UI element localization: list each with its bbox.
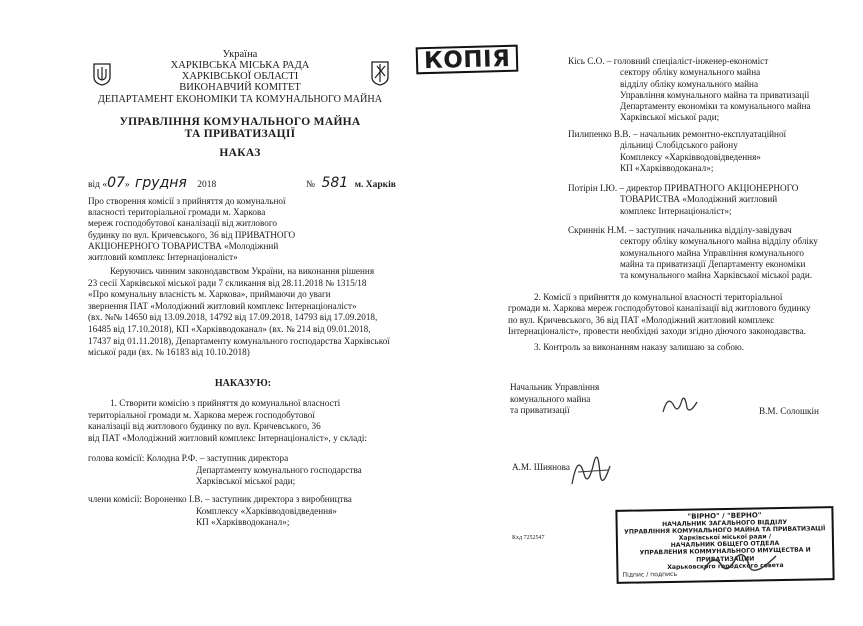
item1-line: територіальної громади м. Харкова мереж господобутової bbox=[88, 409, 315, 420]
commission-member-pylypenko bbox=[568, 129, 786, 174]
member-role-line: сектору обліку комунального майна bbox=[620, 67, 761, 78]
member-role-line: Комплексу «Харківводовідведення» bbox=[620, 151, 761, 162]
signatory-title-line: та приватизації bbox=[510, 405, 570, 416]
country-name: Україна bbox=[222, 49, 258, 60]
signature-icon bbox=[568, 444, 614, 499]
members-label: члени комісії: bbox=[88, 494, 142, 504]
prepared-by: А.М. Шиянова bbox=[512, 462, 570, 472]
member-name: Вороненко І.В. – заступник директора з виробництва bbox=[144, 494, 352, 504]
order-heading: НАКАЗУЮ: bbox=[214, 378, 272, 389]
member-name: Кісь С.О. – головний спеціаліст-інженер-економіст bbox=[568, 56, 769, 66]
signature-icon bbox=[700, 548, 780, 583]
member-name: Пилипенко В.В. – начальник ремонтно-експлуатаційної bbox=[568, 129, 787, 139]
stamp-line: НАЧАЛЬНИК ОБЩЕГО ОТДЕЛА bbox=[670, 540, 780, 550]
subject-line: Про створення комісії з прийняття до комунальної bbox=[88, 196, 286, 206]
number-prefix: № bbox=[306, 180, 316, 190]
subject-line: мереж господобутової каналізації від житлового bbox=[88, 218, 278, 229]
member-role-line: Управління комунального майна та приватизації bbox=[620, 89, 810, 100]
item2-line: Інтернаціоналіст», провести необхідні заходи згідно діючого законодавства. bbox=[508, 326, 806, 337]
preamble-line: 16485 від 17.10.2018), КП «Харківводоканал» (вх. № 214 від 09.01.2018, bbox=[88, 323, 371, 334]
stamp-line: НАЧАЛЬНИК ЗАГАЛЬНОГО ВІДДІЛУ bbox=[662, 519, 788, 529]
stamp-line: Харківської міської ради / bbox=[678, 533, 772, 543]
preamble-line: Керуючись чинним законодавством України, на виконання рішення bbox=[110, 266, 375, 276]
member-role-line: та комунального майна Харківської міської ради. bbox=[620, 270, 813, 281]
member-role-line: майна та приватизації Департаменту економіки bbox=[620, 258, 806, 269]
oblast-name: ХАРКІВСЬКОЇ ОБЛАСТІ bbox=[181, 71, 299, 82]
handwritten-day: 07 bbox=[107, 175, 125, 191]
order-item-2 bbox=[508, 292, 810, 338]
preamble-line: (вх. №№ 14650 від 13.09.2018, 14792 від 17.09.2018, 14793 від 17.09.2018, bbox=[88, 312, 378, 323]
order-subject bbox=[88, 196, 295, 263]
subject-line: АКЦІОНЕРНОГО ТОВАРИСТВА «Молодіжний bbox=[88, 240, 279, 251]
signatory-title bbox=[510, 382, 599, 417]
order-city: м. Харків bbox=[354, 180, 396, 190]
date-prefix: від « bbox=[88, 180, 108, 190]
chair-name: Колодна Р.Ф. – заступник директора bbox=[146, 453, 289, 463]
date-mid: » bbox=[124, 180, 130, 190]
member-role-line: Комплексу «Харківводовідведення» bbox=[196, 505, 337, 516]
stamp-line: Харьковского городского совета bbox=[667, 561, 784, 571]
department-name: ДЕПАРТАМЕНТ ЕКОНОМІКИ ТА КОМУНАЛЬНОГО МАЙНА bbox=[97, 94, 383, 105]
member-role-line: комунального майна Управління комунального bbox=[620, 247, 804, 258]
item2-line: 2. Комісії з прийняття до комунальної власності територіальної bbox=[534, 292, 783, 302]
preamble-line: звернення ПАТ «Молодіжний житловий комплекс Інтернаціоналіст» bbox=[88, 300, 357, 311]
preamble-line: «Про комунальну власність м. Харкова», приймаючи до уваги bbox=[88, 289, 331, 300]
stamp-line: "ВІРНО" / "ВЕРНО" bbox=[687, 511, 762, 521]
member-name: Потірін І.Ю. – директор ПРИВАТНОГО АКЦІОНЕРНОГО bbox=[568, 183, 799, 193]
member-role-line: Харківської міської ради; bbox=[620, 112, 720, 123]
preamble bbox=[88, 266, 390, 359]
member-role-line: ТОВАРИСТВА «Молодіжний житловий bbox=[620, 194, 778, 205]
member-role-line: КП «Харківводоканал»; bbox=[620, 162, 714, 173]
council-name: ХАРКІВСЬКА МІСЬКА РАДА bbox=[170, 60, 310, 71]
stamp-line: Підпис / подпись bbox=[622, 570, 678, 579]
item2-line: громади м. Харкова мереж господобутової каналізації від житлового будинку bbox=[508, 303, 811, 314]
member-role-line: КП «Харківводоканал»; bbox=[196, 517, 290, 528]
item1-line: каналізації від житлового будинку по вул. Кричевського, 36 bbox=[88, 421, 321, 432]
copy-stamp: КОПІЯ bbox=[416, 45, 519, 75]
signature-icon bbox=[660, 392, 700, 423]
handwritten-number: 581 bbox=[321, 175, 349, 191]
coat-of-arms-icon bbox=[92, 62, 112, 86]
item2-line: по вул. Кричевського, 36 від ПАТ «Молодіжний житловий комплекс bbox=[508, 314, 775, 325]
stamp-line: УПРАВЛЕНИЯ КОММУНАЛЬНОГО ИМУЩЕСТВА И ПРИВАТИЗАЦИИ bbox=[639, 546, 811, 564]
division-title-line1: УПРАВЛІННЯ КОМУНАЛЬНОГО МАЙНА bbox=[119, 116, 361, 128]
preamble-line: міської ради (вх. № 16183 від 10.10.2018) bbox=[88, 347, 250, 358]
subject-line: житловий комплекс Інтернаціоналіст» bbox=[88, 252, 238, 263]
order-number-line bbox=[306, 175, 396, 191]
member-name: Скриннік Н.М. – заступник начальника відділу-завідувач bbox=[568, 225, 792, 235]
member-role-line: комплекс Інтернаціоналіст»; bbox=[620, 205, 732, 216]
signatory-title-line: Начальник Управління bbox=[510, 382, 600, 392]
member-role-line: Департаменту економіки та комунального майна bbox=[620, 101, 811, 112]
stamp-line: УПРАВЛІННЯ КОМУНАЛЬНОГО МАЙНА ТА ПРИВАТИЗАЦІЇ bbox=[624, 525, 826, 536]
chair-role-line: Харківської міської ради; bbox=[196, 476, 296, 487]
registration-number: Кхд 7252547 bbox=[512, 535, 545, 541]
item1-line: 1. Створити комісію з прийняття до комунальної власності bbox=[110, 398, 341, 408]
preamble-line: 23 сесії Харківської міської ради 7 скликання від 28.11.2018 № 1315/18 bbox=[88, 277, 367, 288]
subject-line: власності територіальної громади м. Харкова bbox=[88, 207, 266, 218]
preamble-line: 17437 від 01.11.2018), Департаменту комунального господарства Харківської bbox=[88, 335, 390, 346]
subject-line: будинку по вул. Кричевського, 36 від ПРИВАТНОГО bbox=[88, 229, 296, 240]
order-date-line bbox=[88, 175, 216, 191]
signatory-title-line: комунального майна bbox=[510, 393, 591, 404]
commission-chair bbox=[88, 453, 362, 488]
chair-role-line: Департаменту комунального господарства bbox=[196, 464, 362, 475]
order-year: 2018 bbox=[197, 180, 217, 190]
member-role-line: сектору обліку комунального майна відділу обліку bbox=[620, 236, 818, 247]
committee-name: ВИКОНАВЧИЙ КОМІТЕТ bbox=[179, 82, 301, 93]
commission-member-left bbox=[88, 494, 352, 529]
item1-line: від ПАТ «Молодіжний житловий комплекс Інтернаціоналіст», у складі: bbox=[88, 432, 367, 443]
commission-member-potirin bbox=[568, 183, 798, 217]
order-item-3: 3. Контроль за виконанням наказу залишаю за собою. bbox=[534, 342, 745, 352]
commission-member-kis bbox=[568, 56, 811, 124]
member-role-line: дільниці Слобідського району bbox=[620, 140, 738, 151]
signatory-name: В.М. Солошкін bbox=[759, 406, 819, 416]
doc-type-title: НАКАЗ bbox=[219, 147, 261, 159]
kharkiv-emblem-icon bbox=[370, 60, 390, 86]
order-item-1 bbox=[88, 398, 367, 444]
commission-member-skrynnik bbox=[568, 225, 818, 281]
member-role-line: відділу обліку комунального майна bbox=[620, 78, 759, 89]
division-title-line2: ТА ПРИВАТИЗАЦІЇ bbox=[184, 128, 296, 140]
chair-label: голова комісії: bbox=[88, 453, 145, 463]
handwritten-month: грудня bbox=[135, 175, 187, 191]
